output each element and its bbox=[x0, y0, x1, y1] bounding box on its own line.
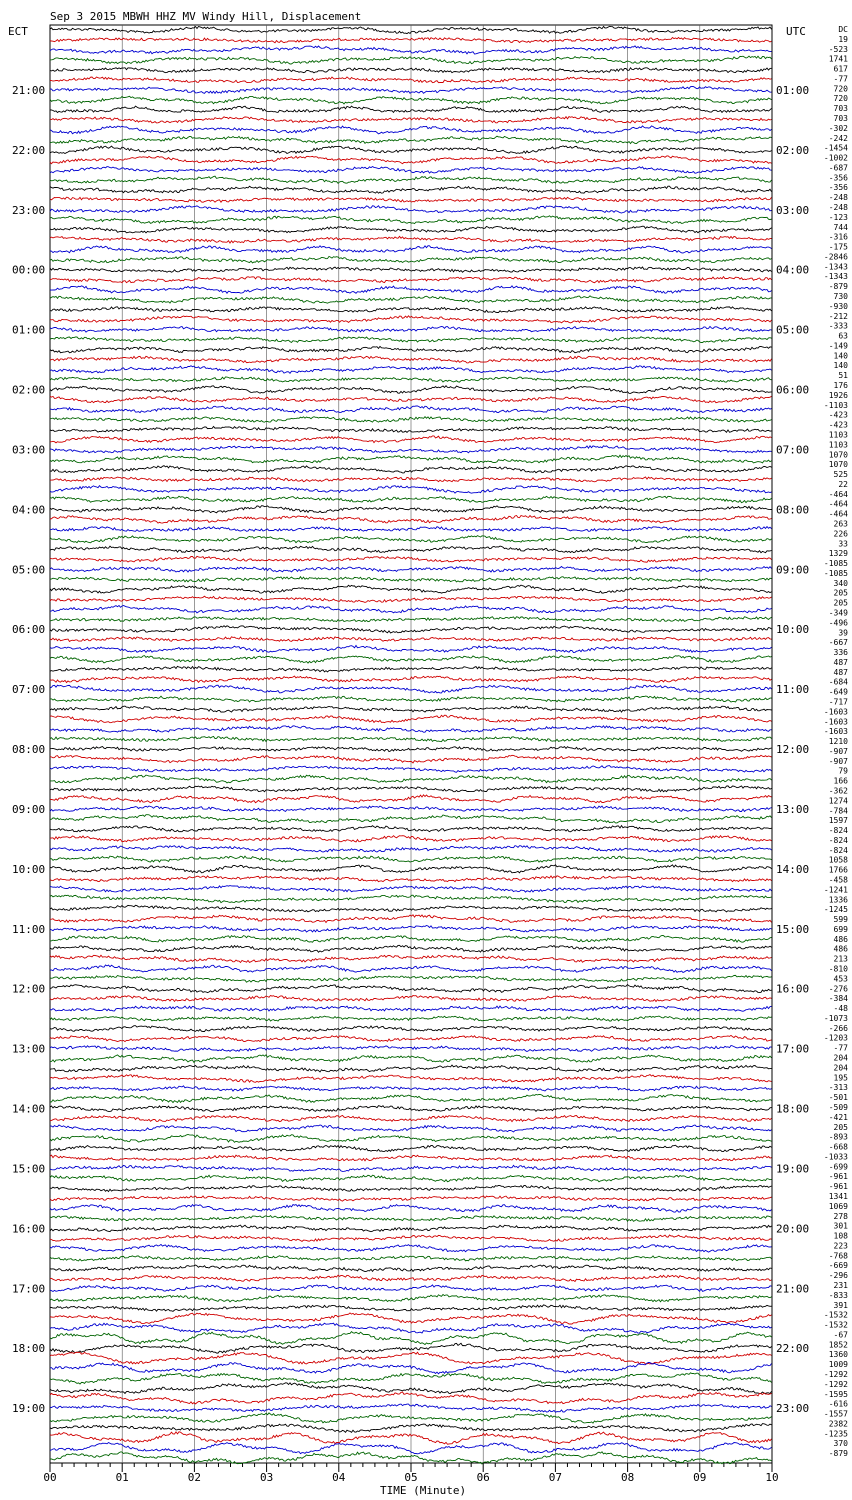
trace-offset-label: -123 bbox=[828, 212, 848, 222]
utc-hour-label: 04:00 bbox=[776, 263, 810, 277]
trace-offset-label: 231 bbox=[833, 1280, 848, 1290]
x-tick-label: 06 bbox=[476, 1471, 490, 1484]
trace-offset-label: -333 bbox=[828, 321, 848, 331]
trace-offset-label: -616 bbox=[828, 1399, 848, 1409]
trace-offset-label: 486 bbox=[833, 934, 848, 944]
trace-offset-label: -1235 bbox=[823, 1429, 848, 1439]
x-tick-label: 05 bbox=[404, 1471, 418, 1484]
trace-offset-label: 1336 bbox=[828, 895, 848, 905]
trace-offset-label: -313 bbox=[828, 1083, 848, 1093]
x-tick-label: 07 bbox=[548, 1471, 563, 1484]
trace-offset-label: -687 bbox=[828, 163, 848, 173]
trace-offset-label: -684 bbox=[828, 677, 848, 687]
ect-hour-label: 00:00 bbox=[12, 263, 46, 277]
utc-hour-label: 16:00 bbox=[776, 982, 810, 996]
ect-hour-label: 07:00 bbox=[12, 683, 46, 697]
trace-offset-label: -212 bbox=[828, 311, 848, 321]
trace-offset-label: -362 bbox=[828, 786, 848, 796]
chart-title: Sep 3 2015 MBWH HHZ MV Windy Hill, Displacement bbox=[50, 10, 362, 23]
trace-offset-label: -768 bbox=[828, 1251, 848, 1261]
trace-offset-label: -464 bbox=[828, 489, 848, 499]
trace-offset-label: -509 bbox=[828, 1102, 848, 1112]
utc-hour-label: 12:00 bbox=[776, 743, 810, 756]
trace-offset-label: 213 bbox=[833, 954, 848, 964]
trace-offset-label: -669 bbox=[828, 1261, 848, 1271]
trace-offset-label: 1741 bbox=[828, 54, 848, 64]
utc-hour-label: 15:00 bbox=[776, 922, 810, 936]
trace-offset-label: 301 bbox=[833, 1221, 848, 1231]
utc-hour-label: 13:00 bbox=[776, 802, 810, 816]
trace-offset-label: 1009 bbox=[828, 1360, 848, 1370]
trace-offset-label: -523 bbox=[828, 44, 848, 54]
trace-offset-label: 340 bbox=[833, 578, 848, 588]
trace-offset-label: -464 bbox=[828, 509, 848, 519]
trace-offset-label: -1595 bbox=[823, 1389, 848, 1399]
trace-offset-label: -930 bbox=[828, 301, 848, 311]
trace-offset-label: 1210 bbox=[828, 737, 848, 747]
trace-offset-label: -1603 bbox=[823, 727, 848, 737]
trace-offset-label: -649 bbox=[828, 687, 848, 697]
trace-offset-label: -833 bbox=[828, 1290, 848, 1300]
ect-hour-label: 16:00 bbox=[12, 1222, 46, 1236]
trace-offset-label: 1766 bbox=[828, 865, 848, 875]
ect-hour-label: 03:00 bbox=[12, 443, 46, 457]
trace-offset-label: 730 bbox=[833, 292, 848, 302]
utc-hour-label: 17:00 bbox=[776, 1042, 810, 1056]
ect-hour-labels bbox=[12, 84, 45, 1415]
trace-offset-label: -349 bbox=[828, 608, 848, 618]
trace-offset-label: -879 bbox=[828, 1449, 848, 1459]
trace-offset-label: -1073 bbox=[823, 1013, 848, 1023]
utc-hour-label: 22:00 bbox=[776, 1342, 810, 1356]
trace-offset-label: 79 bbox=[838, 766, 848, 776]
trace-offset-label: -175 bbox=[828, 242, 848, 252]
utc-hour-label: 20:00 bbox=[776, 1222, 810, 1236]
ect-hour-label: 14:00 bbox=[12, 1102, 46, 1116]
x-axis-label: TIME (Minute) bbox=[380, 1484, 467, 1497]
trace-offset-label: 1926 bbox=[828, 390, 848, 400]
trace-offset-label: 1070 bbox=[828, 450, 848, 460]
utc-hour-label: 10:00 bbox=[776, 623, 810, 637]
trace-offset-label: -1454 bbox=[823, 143, 848, 153]
trace-offset-label: -1203 bbox=[823, 1033, 848, 1043]
trace-offset-label: 1103 bbox=[828, 430, 848, 440]
trace-offset-label: 1070 bbox=[828, 460, 848, 470]
trace-offset-label: 1360 bbox=[828, 1350, 848, 1360]
trace-offset-label: -1002 bbox=[823, 153, 848, 163]
trace-offset-label: 108 bbox=[833, 1231, 848, 1241]
ect-hour-label: 10:00 bbox=[12, 862, 46, 876]
trace-offset-label: 1058 bbox=[828, 855, 848, 865]
trace-offset-label: 744 bbox=[833, 222, 848, 232]
trace-offset-label: -1241 bbox=[823, 885, 848, 895]
trace-offset-label: -248 bbox=[828, 203, 848, 213]
trace-offset-label: -1245 bbox=[823, 905, 848, 915]
trace-offset-label: 166 bbox=[833, 776, 848, 786]
utc-hour-label: 07:00 bbox=[776, 443, 810, 457]
ect-axis-label: ECT bbox=[8, 25, 28, 38]
trace-offset-label: -1292 bbox=[823, 1379, 848, 1389]
trace-offset-label: -356 bbox=[828, 183, 848, 193]
trace-offset-label: -907 bbox=[828, 746, 848, 756]
utc-hour-label: 03:00 bbox=[776, 203, 810, 217]
trace-offset-label: -296 bbox=[828, 1271, 848, 1281]
trace-offset-label: 525 bbox=[833, 470, 848, 480]
trace-offset-label: -1103 bbox=[823, 400, 848, 410]
trace-offset-label: 204 bbox=[833, 1063, 848, 1073]
trace-offset-label: 204 bbox=[833, 1053, 848, 1063]
trace-offset-label: 176 bbox=[833, 381, 848, 391]
ect-hour-label: 22:00 bbox=[12, 143, 46, 157]
trace-offset-label: 599 bbox=[833, 915, 848, 925]
trace-offset-label: 391 bbox=[833, 1300, 848, 1310]
trace-offset-label: -1343 bbox=[823, 272, 848, 282]
utc-axis-label: UTC bbox=[786, 25, 806, 38]
ect-hour-label: 17:00 bbox=[12, 1282, 46, 1296]
trace-offset-label: 1852 bbox=[828, 1340, 848, 1350]
trace-offset-label: 2382 bbox=[828, 1419, 848, 1429]
trace-offset-label: -717 bbox=[828, 697, 848, 707]
trace-offset-label: -149 bbox=[828, 341, 848, 351]
trace-offset-label: -907 bbox=[828, 756, 848, 766]
utc-hour-label: 08:00 bbox=[776, 503, 810, 517]
ect-hour-label: 04:00 bbox=[12, 503, 46, 517]
trace-offset-label: -302 bbox=[828, 123, 848, 133]
trace-offset-label: 223 bbox=[833, 1241, 848, 1251]
trace-offset-label: 487 bbox=[833, 667, 848, 677]
trace-offset-label: 1597 bbox=[828, 816, 848, 826]
trace-offset-label: -1033 bbox=[823, 1152, 848, 1162]
x-tick-label: 01 bbox=[115, 1471, 129, 1484]
trace-offset-label: -48 bbox=[833, 1004, 848, 1014]
utc-hour-label: 02:00 bbox=[776, 143, 810, 157]
trace-offset-label: -1603 bbox=[823, 717, 848, 727]
trace-offset-label: -77 bbox=[833, 74, 848, 84]
trace-offset-label: 263 bbox=[833, 519, 848, 529]
trace-offset-label: -266 bbox=[828, 1023, 848, 1033]
trace-offset-label: 370 bbox=[833, 1439, 848, 1449]
ect-hour-label: 18:00 bbox=[12, 1342, 46, 1356]
trace-offset-label: -1292 bbox=[823, 1369, 848, 1379]
trace-offset-label: -879 bbox=[828, 282, 848, 292]
x-tick-label: 03 bbox=[259, 1471, 274, 1484]
trace-offset-label: 486 bbox=[833, 944, 848, 954]
ect-hour-label: 19:00 bbox=[12, 1402, 46, 1416]
utc-hour-label: 21:00 bbox=[776, 1282, 810, 1296]
trace-offset-label: -384 bbox=[828, 994, 848, 1004]
trace-offset-label: -893 bbox=[828, 1132, 848, 1142]
trace-offset-label: 22 bbox=[838, 479, 848, 489]
x-axis bbox=[43, 1463, 778, 1484]
utc-hour-label: 18:00 bbox=[776, 1102, 810, 1116]
ect-hour-label: 05:00 bbox=[12, 563, 46, 577]
trace-offset-label: 205 bbox=[833, 1122, 848, 1132]
trace-offset-label: DC bbox=[838, 25, 848, 34]
trace-offset-label: -423 bbox=[828, 420, 848, 430]
trace-offset-label: 720 bbox=[833, 94, 848, 104]
trace-offset-label: -784 bbox=[828, 806, 848, 816]
utc-hour-label: 06:00 bbox=[776, 383, 810, 397]
x-tick-label: 10 bbox=[765, 1471, 779, 1484]
trace-offset-label: 19 bbox=[838, 34, 848, 44]
trace-offset-label: -1343 bbox=[823, 262, 848, 272]
trace-offset-label: -421 bbox=[828, 1112, 848, 1122]
trace-offset-label: -824 bbox=[828, 826, 848, 836]
trace-offset-label: -810 bbox=[828, 964, 848, 974]
utc-hour-label: 23:00 bbox=[776, 1402, 810, 1416]
x-tick-label: 09 bbox=[693, 1471, 707, 1484]
trace-offset-label: -316 bbox=[828, 232, 848, 242]
trace-offset-label: 51 bbox=[838, 371, 848, 381]
x-tick-label: 00 bbox=[43, 1471, 57, 1484]
ect-hour-label: 02:00 bbox=[12, 383, 46, 397]
trace-offset-label: -1532 bbox=[823, 1310, 848, 1320]
trace-offset-label: 278 bbox=[833, 1211, 848, 1221]
ect-hour-label: 01:00 bbox=[12, 323, 46, 337]
trace-offset-label: 63 bbox=[838, 331, 848, 341]
trace-offset-label: -824 bbox=[828, 835, 848, 845]
trace-offset-label: 1069 bbox=[828, 1201, 848, 1211]
trace-offset-label: 39 bbox=[838, 628, 848, 638]
trace-offset-label: 205 bbox=[833, 588, 848, 598]
utc-hour-label: 14:00 bbox=[776, 862, 810, 876]
trace-offset-label: 140 bbox=[833, 351, 848, 361]
trace-offset-label: 703 bbox=[833, 114, 848, 124]
trace-offset-label: -1532 bbox=[823, 1320, 848, 1330]
trace-offset-label: -496 bbox=[828, 618, 848, 628]
trace-offset-label: -2846 bbox=[823, 252, 848, 262]
x-tick-label: 02 bbox=[187, 1471, 202, 1484]
utc-hour-labels bbox=[776, 84, 809, 1415]
trace-offset-label: -667 bbox=[828, 638, 848, 648]
trace-offset-label: -824 bbox=[828, 845, 848, 855]
trace-offset-label: 205 bbox=[833, 598, 848, 608]
trace-offset-label: 1329 bbox=[828, 549, 848, 559]
trace-offset-label: 699 bbox=[833, 924, 848, 934]
trace-offset-label: -248 bbox=[828, 193, 848, 203]
trace-offset-label: -1557 bbox=[823, 1409, 848, 1419]
trace-offset-label: -961 bbox=[828, 1182, 848, 1192]
trace-offset-label: -356 bbox=[828, 173, 848, 183]
trace-offset-label: -699 bbox=[828, 1162, 848, 1172]
trace-offset-label: 487 bbox=[833, 657, 848, 667]
trace-offset-label: -501 bbox=[828, 1093, 848, 1103]
trace-offset-label: 195 bbox=[833, 1073, 848, 1083]
trace-offset-label: 140 bbox=[833, 361, 848, 371]
trace-offset-label: 720 bbox=[833, 84, 848, 94]
trace-offset-label: -668 bbox=[828, 1142, 848, 1152]
trace-offset-label: 226 bbox=[833, 529, 848, 539]
ect-hour-label: 11:00 bbox=[12, 922, 46, 936]
trace-offset-label: 1274 bbox=[828, 796, 848, 806]
trace-offset-label: -67 bbox=[833, 1330, 848, 1340]
ect-hour-label: 06:00 bbox=[12, 623, 46, 637]
trace-offset-label: 1341 bbox=[828, 1191, 848, 1201]
trace-offset-label: -423 bbox=[828, 410, 848, 420]
ect-hour-label: 23:00 bbox=[12, 203, 46, 217]
trace-offset-label: 617 bbox=[833, 64, 848, 74]
trace-offset-label: -458 bbox=[828, 875, 848, 885]
x-tick-label: 08 bbox=[620, 1471, 635, 1484]
ect-hour-label: 15:00 bbox=[12, 1162, 46, 1176]
trace-offset-label: -77 bbox=[833, 1043, 848, 1053]
trace-offset-labels bbox=[824, 25, 848, 1458]
utc-hour-label: 11:00 bbox=[776, 683, 810, 697]
x-tick-label: 04 bbox=[332, 1471, 346, 1484]
ect-hour-label: 21:00 bbox=[12, 83, 46, 97]
utc-hour-label: 19:00 bbox=[776, 1162, 810, 1176]
trace-offset-label: 1103 bbox=[828, 440, 848, 450]
trace-offset-label: -1603 bbox=[823, 707, 848, 717]
utc-hour-label: 01:00 bbox=[776, 83, 810, 97]
trace-offset-label: 33 bbox=[838, 539, 848, 549]
trace-offset-label: -242 bbox=[828, 133, 848, 143]
trace-offset-label: -464 bbox=[828, 499, 848, 509]
trace-offset-label: -1085 bbox=[823, 559, 848, 569]
trace-offset-label: -1085 bbox=[823, 568, 848, 578]
ect-hour-label: 09:00 bbox=[12, 802, 46, 816]
trace-offset-label: 703 bbox=[833, 104, 848, 114]
utc-hour-label: 05:00 bbox=[776, 323, 810, 337]
trace-offset-label: -961 bbox=[828, 1172, 848, 1182]
trace-offset-label: 453 bbox=[833, 974, 848, 984]
trace-offset-label: -276 bbox=[828, 984, 848, 994]
utc-hour-label: 09:00 bbox=[776, 563, 810, 577]
ect-hour-label: 12:00 bbox=[12, 982, 46, 996]
trace-offset-label: 336 bbox=[833, 648, 848, 658]
ect-hour-label: 08:00 bbox=[12, 743, 46, 756]
ect-hour-label: 13:00 bbox=[12, 1042, 46, 1056]
